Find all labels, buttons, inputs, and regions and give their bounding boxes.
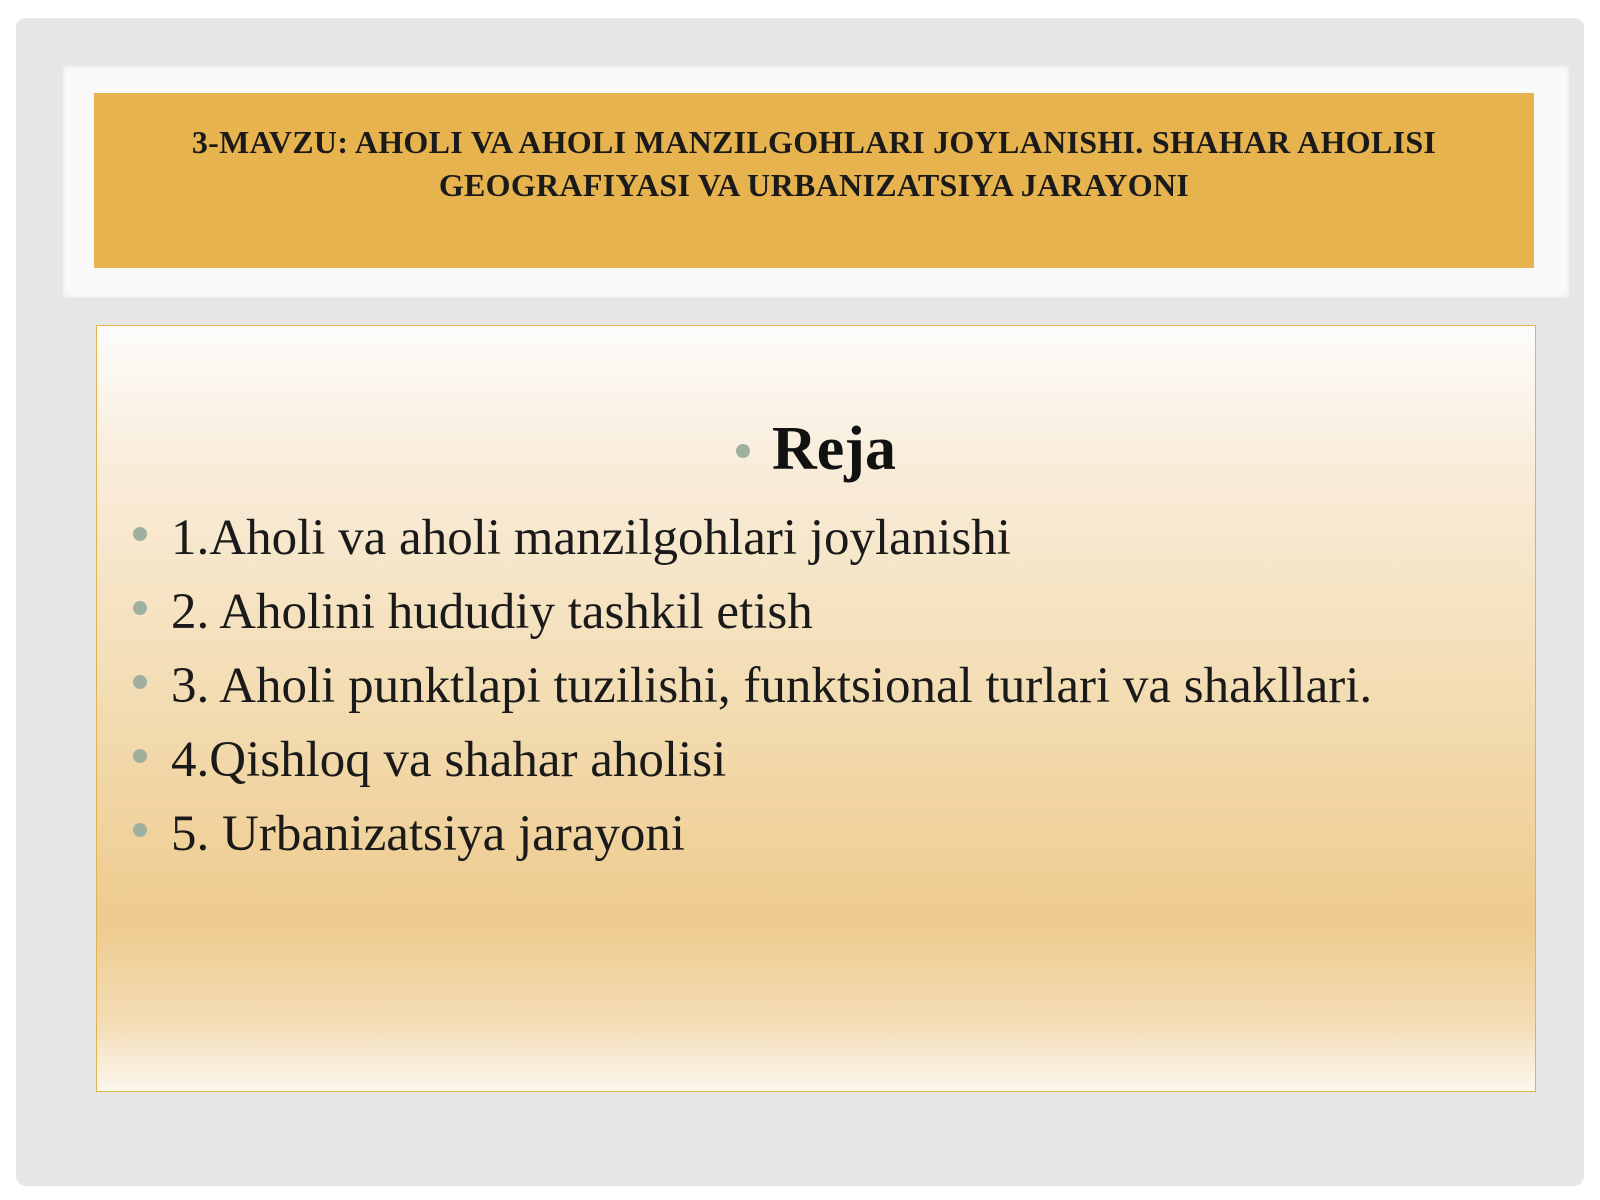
bullet-icon [133,749,147,763]
title-band [94,93,1534,268]
list-item-text: 5. Urbanizatsiya jarayoni [171,806,686,862]
content-heading: Reja [772,415,896,483]
slide-title: 3-MAVZU: AHOLI VA AHOLI MANZILGOHLARI JOYLANISHI. SHAHAR AHOLISI GEOGRAFIYASI VA URBANIZATSIYA JARAYONI [191,124,1437,203]
bullet-icon [133,823,147,837]
list-item-text: 4.Qishloq va shahar aholisi [171,732,727,788]
list-item [133,797,1372,871]
bullet-icon [133,527,147,541]
list-item-text: 1.Aholi va aholi manzilgohlari joylanishi [171,510,1011,566]
slide [16,18,1584,1186]
bullet-icon [133,675,147,689]
list-item [133,501,1372,575]
heading-row [97,414,1535,485]
content-box [96,325,1536,1092]
list-item [133,723,1372,797]
bullet-icon [133,601,147,615]
bullet-icon [736,444,750,458]
list-item [133,649,1372,723]
list-item-text: 3. Aholi punktlapi tuzilishi, funktsional turlari va shakllari. [171,658,1373,714]
list-item-text: 2. Aholini hududiy tashkil etish [171,584,813,640]
list-item [133,575,1372,649]
bullet-list [133,501,1372,871]
